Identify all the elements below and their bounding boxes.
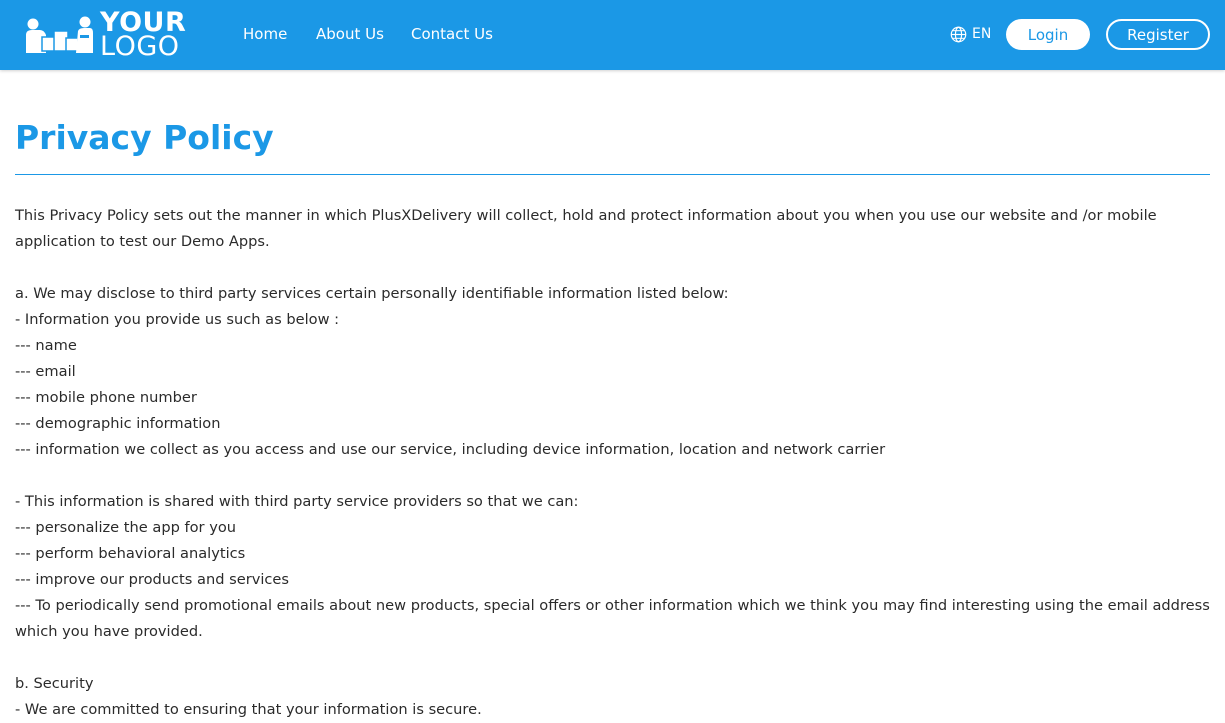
section-a-subheading-1: - Information you provide us such as below : — [15, 311, 340, 328]
logo-text-line2: LOGO — [100, 31, 180, 62]
list-item: --- information we collect as you access and use our service, including device information, location and network carrier — [15, 441, 886, 458]
section-a-subheading-2: - This information is shared with third party service providers so that we can: — [15, 493, 579, 510]
list-item: --- perform behavioral analytics — [15, 545, 246, 562]
section-b-heading: b. Security — [15, 675, 94, 692]
nav-home-link[interactable]: Home — [243, 25, 288, 43]
section-a-heading: a. We may disclose to third party services certain personally identifiable information listed below: — [15, 285, 729, 302]
list-item: --- improve our products and services — [15, 571, 289, 588]
policy-body — [15, 203, 1210, 723]
language-selector[interactable] — [950, 24, 991, 44]
list-item: --- name — [15, 337, 77, 354]
register-button[interactable]: Register — [1106, 19, 1210, 50]
logo-text-line1: YOUR — [100, 7, 187, 38]
globe-icon — [950, 26, 967, 43]
policy-intro: This Privacy Policy sets out the manner in which PlusXDelivery will collect, hold and protect information about you when you use our website and /or mobile application to test our Demo Apps. — [15, 207, 1157, 250]
list-item: --- To periodically send promotional emails about new products, special offers or other information which we think you may find interesting using the email address which you have provided. — [15, 597, 1210, 640]
language-label: EN — [972, 26, 992, 42]
main-content — [15, 112, 1210, 723]
title-divider — [15, 174, 1210, 175]
logo-text — [100, 7, 187, 62]
list-item: --- email — [15, 363, 76, 380]
list-item: --- demographic information — [15, 415, 221, 432]
list-item: --- mobile phone number — [15, 389, 197, 406]
nav-about-link[interactable]: About Us — [316, 25, 384, 43]
page-title: Privacy Policy — [15, 118, 274, 157]
nav-contact-link[interactable]: Contact Us — [411, 25, 493, 43]
list-item: --- personalize the app for you — [15, 519, 237, 536]
delivery-logo-icon — [24, 11, 94, 59]
login-button[interactable]: Login — [1006, 19, 1090, 50]
top-navbar — [0, 0, 1225, 70]
section-b-line: - We are committed to ensuring that your information is secure. — [15, 701, 482, 718]
site-logo[interactable] — [24, 7, 189, 62]
